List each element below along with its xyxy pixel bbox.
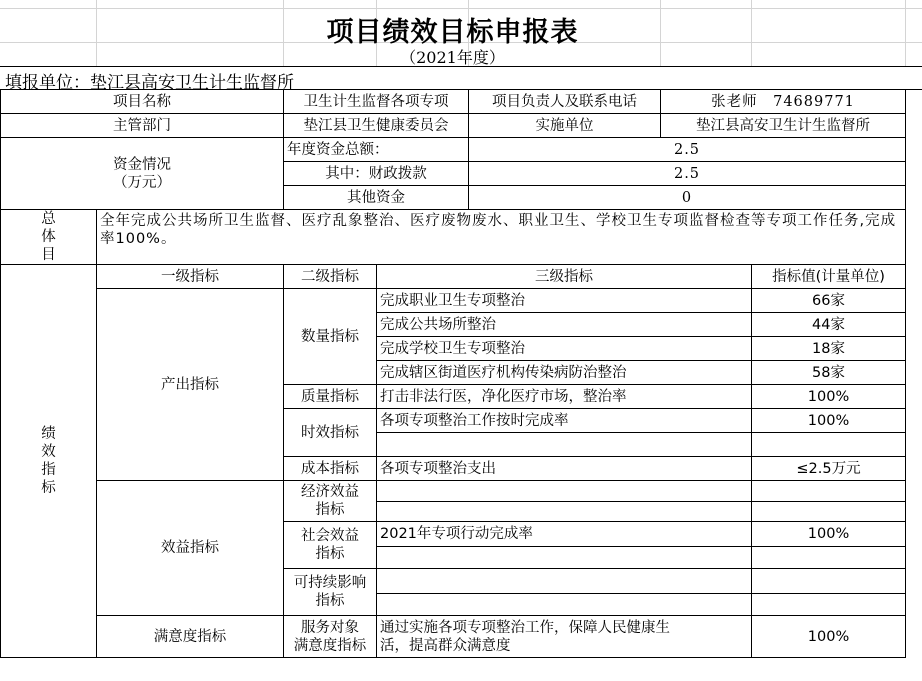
satisfaction-sub-line1: 服务对象 (301, 619, 359, 636)
satisfaction-indicator-label: 满意度指标 (97, 616, 284, 658)
timeliness-empty-name[interactable] (377, 433, 752, 457)
social-label-line1: 社会效益 (301, 528, 359, 544)
sustain-label-line2: 指标 (315, 593, 345, 609)
funds-total-label: 年度资金总额： (284, 138, 469, 162)
economic-empty-name[interactable] (377, 502, 752, 522)
satisfaction-item-value[interactable]: 100% (752, 616, 906, 658)
performance-table (0, 89, 906, 658)
manager-value[interactable]: 张老师 74689771 (661, 90, 906, 114)
sustain-empty-name[interactable] (377, 594, 752, 616)
quantity-indicator-label: 数量指标 (284, 289, 377, 385)
sustain-label-line1: 可持续影响 (293, 575, 367, 591)
project-name-value[interactable]: 卫生计生监督各项专项 (284, 90, 469, 114)
economic-indicator-label (284, 481, 377, 522)
sustain-indicator-label (284, 569, 377, 616)
quantity-item-value[interactable]: 44家 (752, 313, 906, 337)
reporting-unit-label: 填报单位：垫江县高安卫生计生监督所 (5, 73, 294, 93)
sustain-empty-value[interactable] (752, 594, 906, 616)
overall-goal-text[interactable]: 全年完成公共场所卫生监督、医疗乱象整治、医疗废物废水、职业卫生、学校卫生专项监督检查等专项工作任务,完成率100%。 (97, 210, 906, 265)
header-level3: 三级指标 (377, 265, 752, 289)
perf-label-text: 绩 效 指 标 (41, 426, 56, 496)
timeliness-item-value[interactable]: 100% (752, 409, 906, 433)
overall-goal-label (1, 210, 97, 265)
quantity-item-value[interactable]: 18家 (752, 337, 906, 361)
perf-label (1, 265, 97, 658)
economic-item-name[interactable] (377, 481, 752, 502)
manager-label: 项目负责人及联系电话 (469, 90, 661, 114)
satisfaction-sub-label (284, 616, 377, 658)
page-title: 项目绩效目标申报表 (326, 17, 579, 48)
page-subtitle: （2021年度） (400, 48, 505, 67)
social-empty-name[interactable] (377, 547, 752, 569)
quality-item-value[interactable]: 100% (752, 385, 906, 409)
header-level2: 二级指标 (284, 265, 377, 289)
funds-total-value[interactable]: 2.5 (469, 138, 906, 162)
funds-other-label: 其他资金 (284, 186, 469, 210)
quality-item-name[interactable]: 打击非法行医，净化医疗市场，整治率 (377, 385, 752, 409)
timeliness-item-name[interactable]: 各项专项整治工作按时完成率 (377, 409, 752, 433)
social-empty-value[interactable] (752, 547, 906, 569)
sustain-item-value[interactable] (752, 569, 906, 594)
social-indicator-label (284, 522, 377, 569)
cost-indicator-label: 成本指标 (284, 457, 377, 481)
cost-item-value[interactable]: ≤2.5万元 (752, 457, 906, 481)
project-name-label: 项目名称 (1, 90, 284, 114)
quantity-item-value[interactable]: 66家 (752, 289, 906, 313)
header-level1: 一级指标 (97, 265, 284, 289)
reporting-unit-row (0, 66, 922, 93)
satisfaction-name-line2: 活，提高群众满意度 (380, 637, 511, 654)
funds-fiscal-value[interactable]: 2.5 (469, 162, 906, 186)
economic-label-line2: 指标 (315, 502, 345, 518)
quantity-item-name[interactable]: 完成公共场所整治 (377, 313, 752, 337)
sustain-item-name[interactable] (377, 569, 752, 594)
funds-label (1, 138, 284, 210)
funds-fiscal-label: 其中：财政拨款 (284, 162, 469, 186)
quality-indicator-label: 质量指标 (284, 385, 377, 409)
timeliness-empty-value[interactable] (752, 433, 906, 457)
overall-goal-label-text: 总 体 目 (41, 211, 56, 263)
cost-item-name[interactable]: 各项专项整治支出 (377, 457, 752, 481)
dept-label: 主管部门 (1, 114, 284, 138)
satisfaction-item-name[interactable] (377, 616, 752, 658)
header-value: 指标值(计量单位) (752, 265, 906, 289)
economic-item-value[interactable] (752, 481, 906, 502)
funds-other-value[interactable]: 0 (469, 186, 906, 210)
quantity-item-name[interactable]: 完成辖区街道医疗机构传染病防治整治 (377, 361, 752, 385)
quantity-item-name[interactable]: 完成职业卫生专项整治 (377, 289, 752, 313)
social-item-name[interactable]: 2021年专项行动完成率 (377, 522, 752, 547)
impl-value[interactable]: 垫江县高安卫生计生监督所 (661, 114, 906, 138)
funds-label-line2: （万元） (113, 174, 171, 191)
benefit-indicator-label: 效益指标 (97, 481, 284, 616)
satisfaction-sub-line2: 满意度指标 (293, 637, 367, 654)
timeliness-indicator-label: 时效指标 (284, 409, 377, 457)
quantity-item-name[interactable]: 完成学校卫生专项整治 (377, 337, 752, 361)
social-item-value[interactable]: 100% (752, 522, 906, 547)
impl-label: 实施单位 (469, 114, 661, 138)
economic-label-line1: 经济效益 (301, 484, 359, 500)
quantity-item-value[interactable]: 58家 (752, 361, 906, 385)
output-indicator-label: 产出指标 (97, 289, 284, 481)
dept-value[interactable]: 垫江县卫生健康委员会 (284, 114, 469, 138)
funds-label-line1: 资金情况 (113, 156, 171, 173)
social-label-line2: 指标 (315, 546, 345, 562)
economic-empty-value[interactable] (752, 502, 906, 522)
satisfaction-name-line1: 通过实施各项专项整治工作，保障人民健康生 (380, 619, 670, 636)
